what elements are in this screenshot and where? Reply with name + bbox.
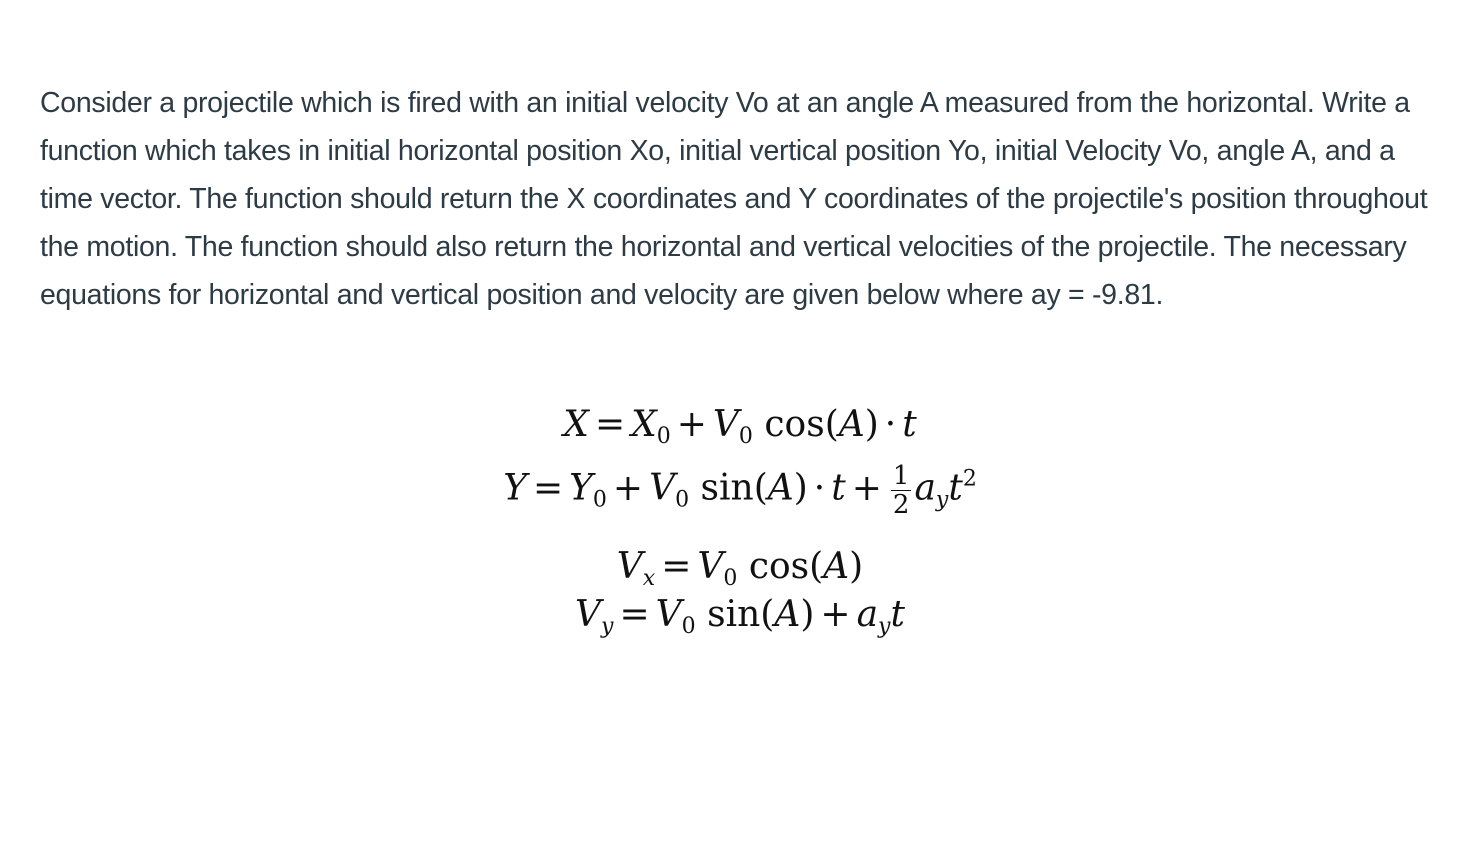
paren-open: ( [753, 467, 768, 509]
eq-subscript: y [601, 614, 614, 639]
paren-close: ) [793, 467, 808, 509]
paren-open: ( [760, 594, 775, 635]
plus-sign: + [851, 467, 882, 509]
eq-subscript: x [642, 566, 656, 591]
equals-sign: = [532, 467, 564, 509]
equals-sign: = [619, 594, 650, 635]
dot-operator: · [884, 404, 897, 445]
eq-subscript: 0 [675, 487, 690, 513]
eq-func: cos [764, 404, 825, 445]
dot-operator: · [813, 467, 826, 509]
eq-var: A [838, 404, 865, 445]
eq-var: t [831, 467, 846, 509]
eq-var: t [948, 467, 963, 509]
eq-var: A [823, 546, 850, 587]
eq-exponent: 2 [962, 466, 977, 492]
eq-subscript: 0 [681, 614, 696, 639]
eq-var: V [697, 546, 724, 587]
eq-func: cos [748, 546, 810, 587]
plus-sign: + [612, 467, 644, 509]
equals-sign: = [594, 404, 626, 445]
eq-var: V [655, 594, 682, 635]
eq-var: Y [569, 467, 593, 509]
eq-var: a [914, 467, 936, 509]
equals-sign: = [661, 546, 692, 587]
equation-x-velocity [400, 546, 1080, 591]
eq-var: t [890, 594, 905, 635]
eq-subscript: y [935, 487, 949, 513]
eq-subscript: 0 [723, 566, 738, 591]
eq-var: X [563, 404, 589, 445]
eq-var: Y [503, 467, 527, 509]
fraction-denominator: 2 [892, 490, 910, 520]
equation-y-position [400, 462, 1080, 519]
eq-func: sin [707, 594, 761, 635]
equation-x-position [400, 404, 1080, 449]
eq-var: X [631, 404, 657, 445]
eq-var: a [856, 594, 879, 635]
fraction-numerator: 1 [892, 461, 910, 491]
eq-var: A [767, 467, 794, 509]
paren-close: ) [800, 594, 815, 635]
eq-subscript: y [878, 614, 891, 639]
eq-var: V [649, 467, 676, 509]
equation-y-velocity [400, 594, 1080, 639]
paren-open: ( [824, 404, 839, 445]
paren-close: ) [864, 404, 879, 445]
eq-subscript: 0 [592, 487, 607, 513]
eq-var: t [902, 404, 917, 445]
paren-close: ) [849, 546, 864, 587]
eq-func: sin [700, 467, 754, 509]
eq-subscript: 0 [656, 424, 671, 449]
problem-statement: Consider a projectile which is fired with an initial velocity Vo at an angle A measured from the horizontal. Write a function which takes in initial horizontal position Xo, initial vertical position Yo, initial Velocity Vo, angle A, and a time vector. The function should return the X coordinates and Y coordinates of the projectile's position throughout the motion. The function should also return the horizontal and vertical velocities of the projectile. The necessary equations for horizontal and vertical position and velocity are given below where ay = -9.81. [40, 87, 1428, 311]
fraction [891, 462, 912, 519]
plus-sign: + [676, 404, 707, 445]
eq-subscript: 0 [738, 424, 753, 449]
eq-var: V [616, 546, 643, 587]
eq-var: A [774, 594, 801, 635]
eq-var: V [712, 404, 739, 445]
plus-sign: + [820, 594, 851, 635]
paren-open: ( [809, 546, 824, 587]
eq-var: V [575, 594, 602, 635]
